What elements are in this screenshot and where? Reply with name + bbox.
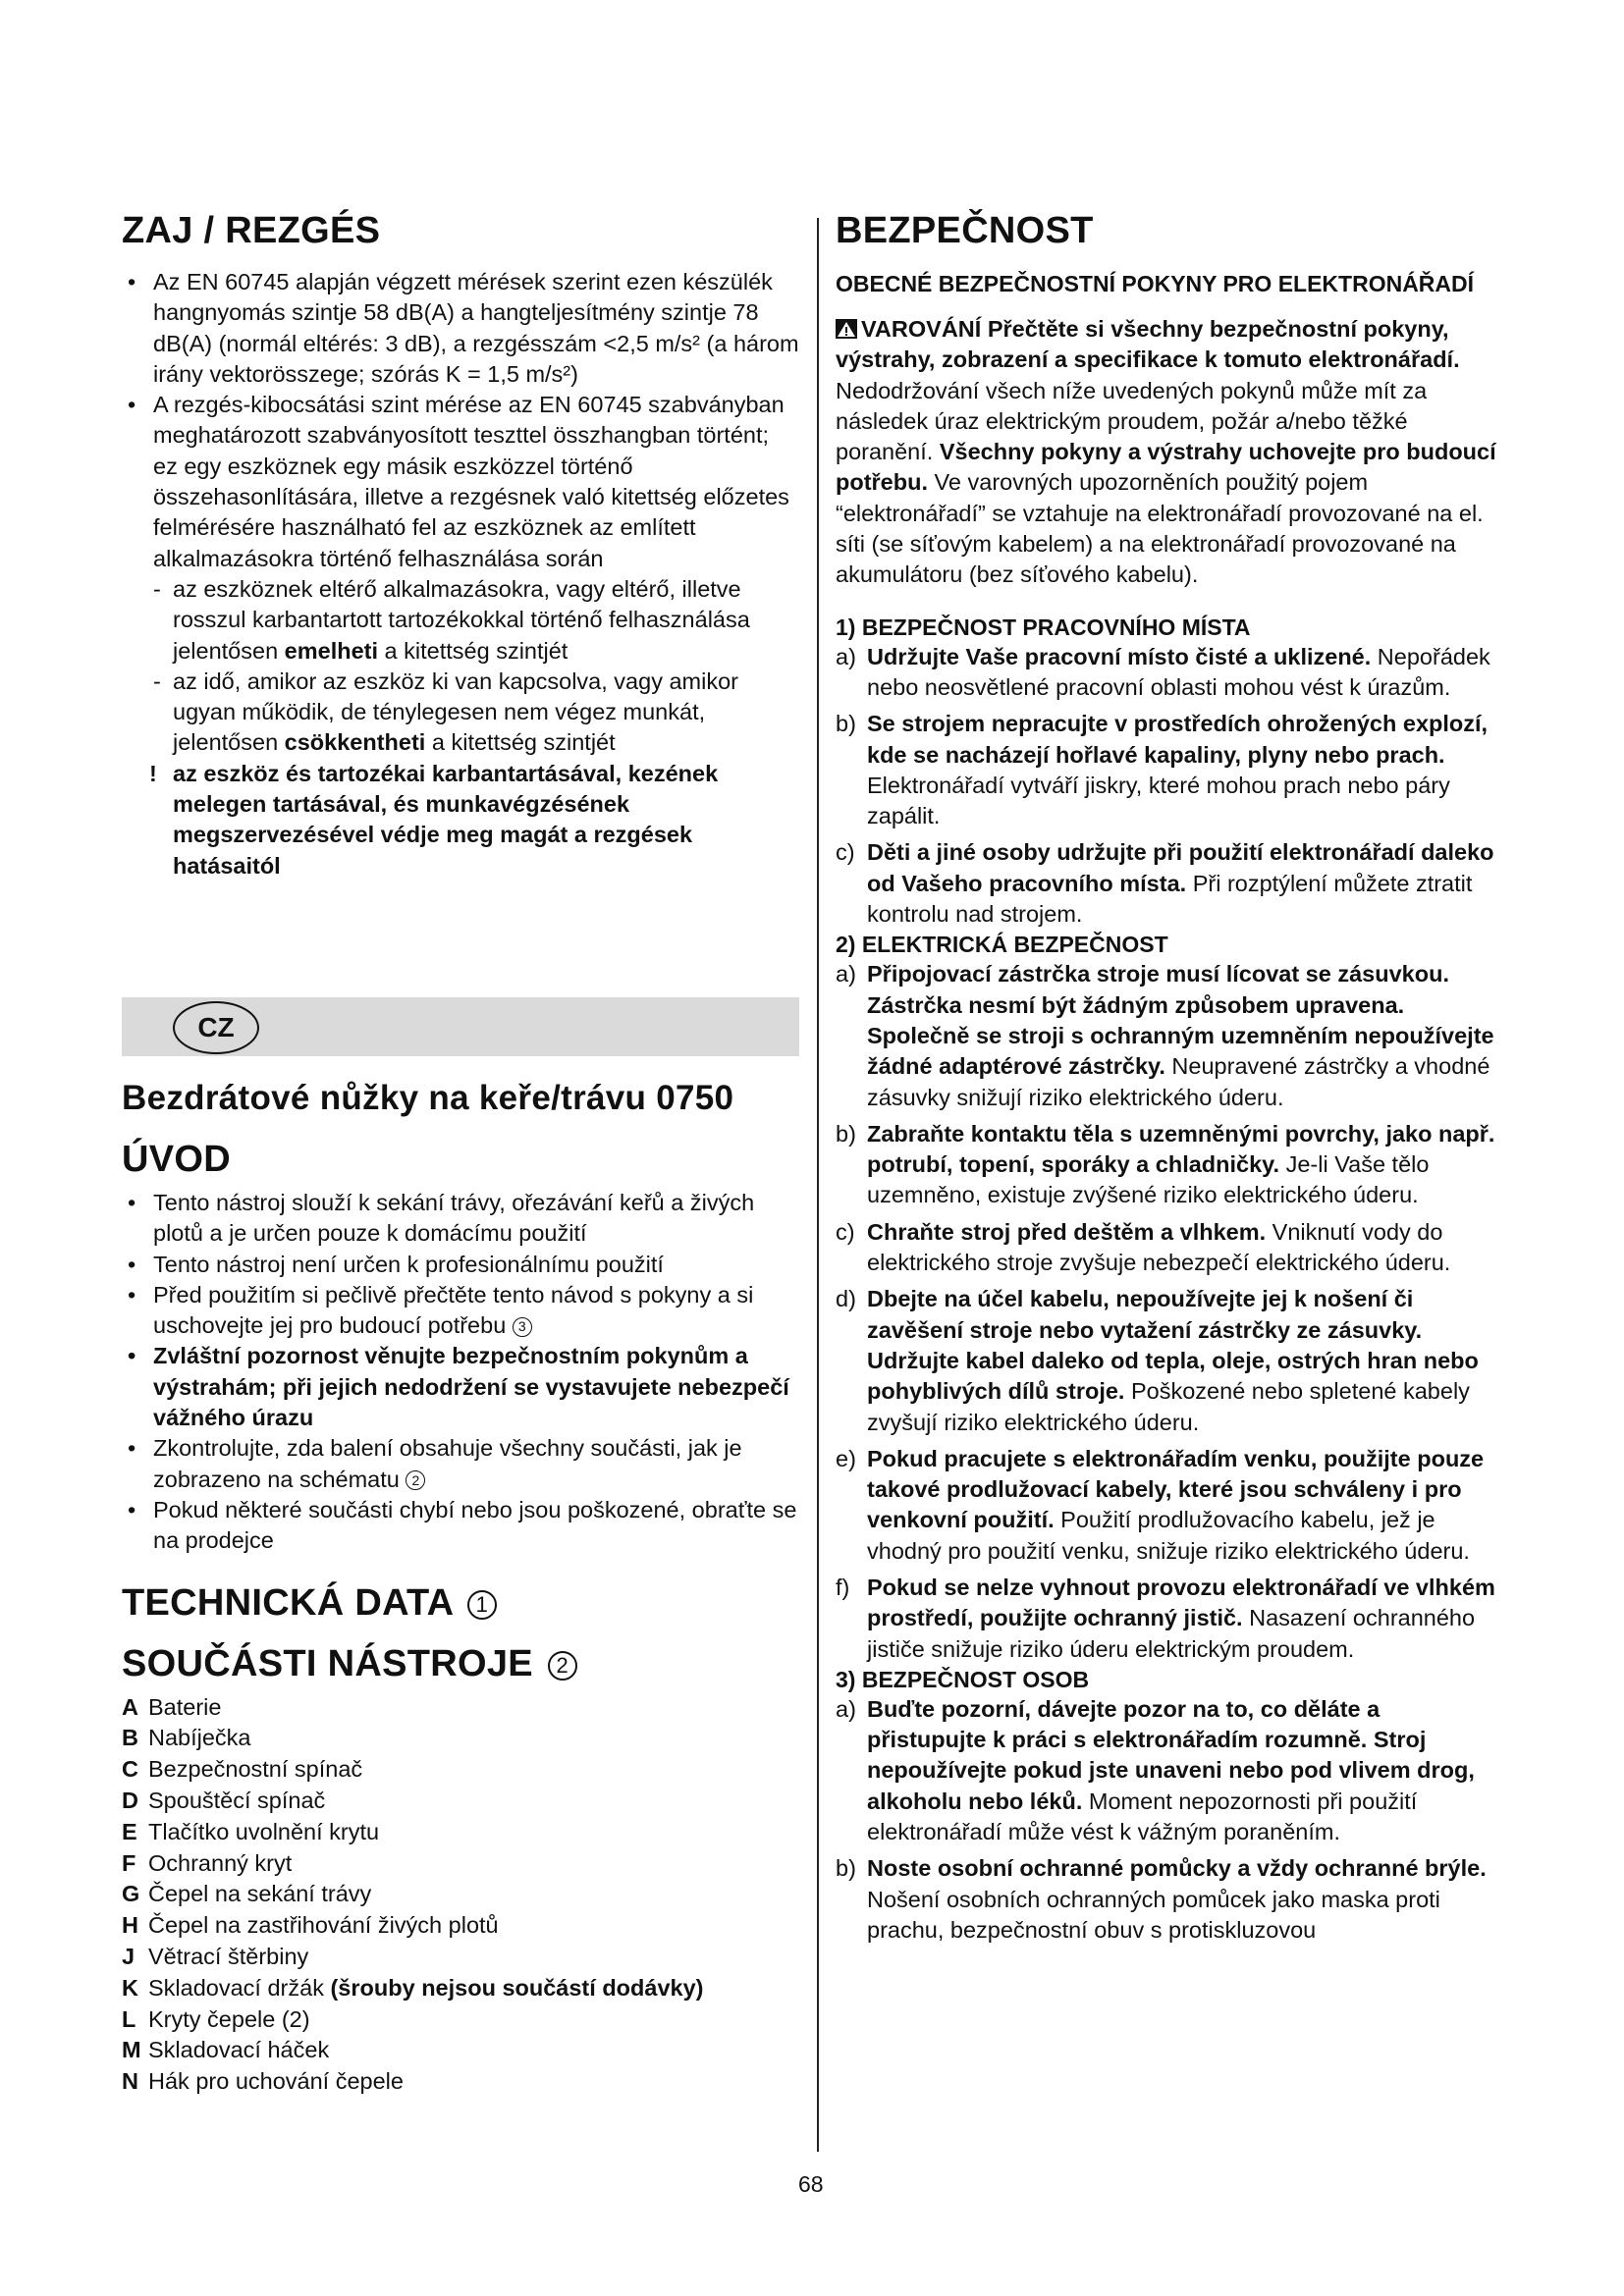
tech-heading: TECHNICKÁ DATA 1 [122, 1580, 799, 1626]
figure-ref-3: 3 [513, 1317, 532, 1337]
s2-heading: 2) ELEKTRICKÁ BEZPEČNOST [836, 932, 1168, 958]
uvod-item-4: • Zvláštní pozornost věnujte bezpečnostním pokynům a výstrahám; při jejich nedodržení se vystavujete nebezpečí vážného úrazu [122, 1341, 799, 1433]
warning-paragraph: VAROVÁNÍ Přečtěte si všechny bezpečnostní pokyny, výstrahy, zobrazení a specifikace k tomuto elektronářadí. Nedodržování všech níže uvedených pokynů může mít za následek úraz elektrickým proudem, požár a/nebo těžké poranění. Všechny pokyny a výstrahy uchovejte pro budoucí potřebu. Ve varovných upozorněních použitý pojem “elektronářadí” se vztahuje na elektronářadí provozované na el. síti (se síťovým kabelem) a na elektronářadí provozované na akumulátoru (bez síťového kabelu). [836, 316, 1496, 588]
s1-item: c) Děti a jiné osoby udržujte při použití elektronářadí daleko od Vašeho pracovního místa. Při rozptýlení můžete ztratit kontrolu nad strojem. [836, 839, 1494, 928]
part-item: K Skladovací držák (šrouby nejsou součástí dodávky) [122, 1974, 704, 2001]
product-title: Bezdrátové nůžky na keře/trávu 0750 [122, 1079, 734, 1117]
zaj-heading: ZAJ / REZGÉS [122, 210, 381, 251]
s3-item: b) Noste osobní ochranné pomůcky a vždy ochranné brýle. Nošení osobních ochranných pomůcek jako maska proti prachu, bezpečnostní obuv s protiskluzovou [836, 1855, 1487, 1943]
right-column [836, 208, 1503, 1946]
s1-item: a) Udržujte Vaše pracovní místo čisté a uklizené. Nepořádek nebo neosvětlené pracovní oblasti mohou vést k úrazům. [836, 643, 1490, 700]
zaj-dash-2: - az idő, amikor az eszköz ki van kapcsolva, vagy amikor ugyan működik, de ténylegesen nem végez munkát, jelentősen csökkentheti a kitettség szintjét [122, 667, 799, 759]
part-item: F Ochranný kryt [122, 1849, 293, 1876]
part-item: J Větrací štěrbiny [122, 1943, 309, 1969]
s1-list [836, 642, 1503, 931]
s3-heading: 3) BEZPEČNOST OSOB [836, 1666, 1090, 1692]
warning-icon [836, 319, 857, 339]
s2-item: f) Pokud se nelze vyhnout provozu elektronářadí ve vlhkém prostředí, použijte ochranný jistič. Nasazení ochranného jističe snižuje riziko úderu elektrickým proudem. [836, 1574, 1495, 1662]
zaj-bullet-1: • Az EN 60745 alapján végzett mérések szerint ezen készülék hangnyomás szintje 58 dB(A) a hangteljesítmény szintje 78 dB(A) (normál eltérés: 3 dB), a rezgésszám <2,5 m/s² (a három irány vektorösszege; szórás K = 1,5 m/s²) [122, 267, 799, 390]
parts-list [122, 1692, 799, 2098]
s2-list [836, 959, 1503, 1665]
s3-item: a) Buďte pozorní, dávejte pozor na to, co děláte a přistupujte k práci s elektronářadím rozumně. Stroj nepoužívejte pokud jste unaveni nebo pod vlivem drog, alkoholu nebo léků. Moment nepozornosti při použití elektronářadí může vést k vážným poraněním. [836, 1695, 1475, 1845]
s1-heading: 1) BEZPEČNOST PRACOVNÍHO MÍSTA [836, 614, 1251, 640]
s2-item: e) Pokud pracujete s elektronářadím venku, použijte pouze takové prodlužovací kabely, které jsou schváleny i pro venkovní použití. Použití prodlužovacího kabelu, jež je vhodný pro použití venku, snižuje riziko elektrického úderu. [836, 1445, 1485, 1564]
part-item: M Skladovací háček [122, 2037, 330, 2063]
language-bar [122, 997, 799, 1056]
part-item: H Čepel na zastřihování živých plotů [122, 1912, 499, 1939]
uvod-item-2: • Tento nástroj není určen k profesionálnímu použití [122, 1250, 799, 1280]
uvod-item-3: • Před použitím si pečlivě přečtěte tento návod s pokyny a si uschovejte jej pro budoucí potřebu 3 [122, 1280, 799, 1342]
uvod-item-1: • Tento nástroj slouží k sekání trávy, ořezávání keřů a živých plotů a je určen pouze k domácímu použití [122, 1188, 799, 1250]
s3-list [836, 1694, 1503, 1946]
safety-subheading: OBECNÉ BEZPEČNOSTNÍ POKYNY PRO ELEKTRONÁŘADÍ [836, 271, 1475, 296]
zaj-list [122, 267, 799, 574]
zaj-dash-1: - az eszköznek eltérő alkalmazásokra, vagy eltérő, illetve rosszul karbantartott tartozékokkal történő felhasználása jelentősen emelheti a kitettség szintjét [122, 574, 799, 667]
language-badge: CZ [173, 1001, 259, 1054]
uvod-item-5: • Zkontrolujte, zda balení obsahuje všechny součásti, jak je zobrazeno na schématu 2 [122, 1433, 799, 1495]
figure-ref-2-heading: 2 [548, 1651, 577, 1681]
part-item: C Bezpečnostní spínač [122, 1756, 363, 1783]
s1-item: b) Se strojem nepracujte v prostředích ohrožených explozí, kde se nacházejí hořlavé kapaliny, plyny nebo prach. Elektronářadí vytváří jiskry, které mohou prach nebo páry zapálit. [836, 711, 1489, 829]
s2-item: c) Chraňte stroj před deštěm a vlhkem. Vniknutí vody do elektrického stroje zvyšuje nebezpečí elektrického úderu. [836, 1218, 1451, 1276]
uvod-item-6: • Pokud některé součásti chybí nebo jsou poškozené, obraťte se na prodejce [122, 1495, 799, 1557]
uvod-list [122, 1188, 799, 1557]
exclamation-mark: ! [149, 760, 157, 786]
figure-ref-2: 2 [406, 1470, 425, 1490]
zaj-warning: ! az eszköz és tartozékai karbantartásával, kezének melegen tartásával, és munkavégzésének megszervezésével védje meg magát a rezgések hatásaitól [149, 760, 719, 879]
figure-ref-1: 1 [467, 1590, 497, 1620]
safety-heading: BEZPEČNOST [836, 210, 1094, 251]
s2-item: b) Zabraňte kontaktu těla s uzemněnými povrchy, jako např. potrubí, topení, sporáky a chladničky. Je-li Vaše tělo uzemněno, existuje zvýšené riziko elektrického úderu. [836, 1120, 1495, 1208]
part-item: G Čepel na sekání trávy [122, 1881, 372, 1907]
part-item: E Tlačítko uvolnění krytu [122, 1818, 380, 1844]
part-item: A Baterie [122, 1693, 222, 1720]
zaj-bullet-2: • A rezgés-kibocsátási szint mérése az EN 60745 szabványban meghatározott szabványosított teszttel összhangban történt; ez egy eszköznek egy másik eszközzel történő összehasonlítására, illetve a rezgésnek való kitettség előzetes felmérésére használható fel az eszköznek az említett alkalmazásokra történő felhasználása során [122, 390, 799, 574]
column-divider [817, 218, 819, 2152]
zaj-dash-list [122, 574, 799, 759]
part-item: D Spouštěcí spínač [122, 1787, 326, 1813]
left-column [122, 208, 799, 881]
part-item: B Nabíječka [122, 1725, 251, 1751]
s2-item: a) Připojovací zástrčka stroje musí lícovat se zásuvkou. Zástrčka nesmí být žádným způsobem upravena. Společně se stroji s ochranným uzemněním nepoužívejte žádné adaptérové zástrčky. Neupravené zástrčky a vhodné zásuvky snižují riziko elektrického úderu. [836, 961, 1494, 1110]
s2-item: d) Dbejte na účel kabelu, nepoužívejte jej k nošení či zavěšení stroje nebo vytažení zástrčky ze zásuvky. Udržujte kabel daleko od tepla, oleje, ostrých hran nebo pohyblivých dílů stroje. Poškozené nebo spletené kabely zvyšují riziko elektrického úderu. [836, 1286, 1479, 1435]
page-number: 68 [798, 2171, 824, 2197]
uvod-heading: ÚVOD [122, 1139, 231, 1180]
parts-heading: SOUČÁSTI NÁSTROJE 2 [122, 1641, 799, 1686]
part-item: L Kryty čepele (2) [122, 2005, 310, 2032]
part-item: N Hák pro uchování čepele [122, 2068, 404, 2095]
left-column-cz [122, 1076, 799, 2098]
